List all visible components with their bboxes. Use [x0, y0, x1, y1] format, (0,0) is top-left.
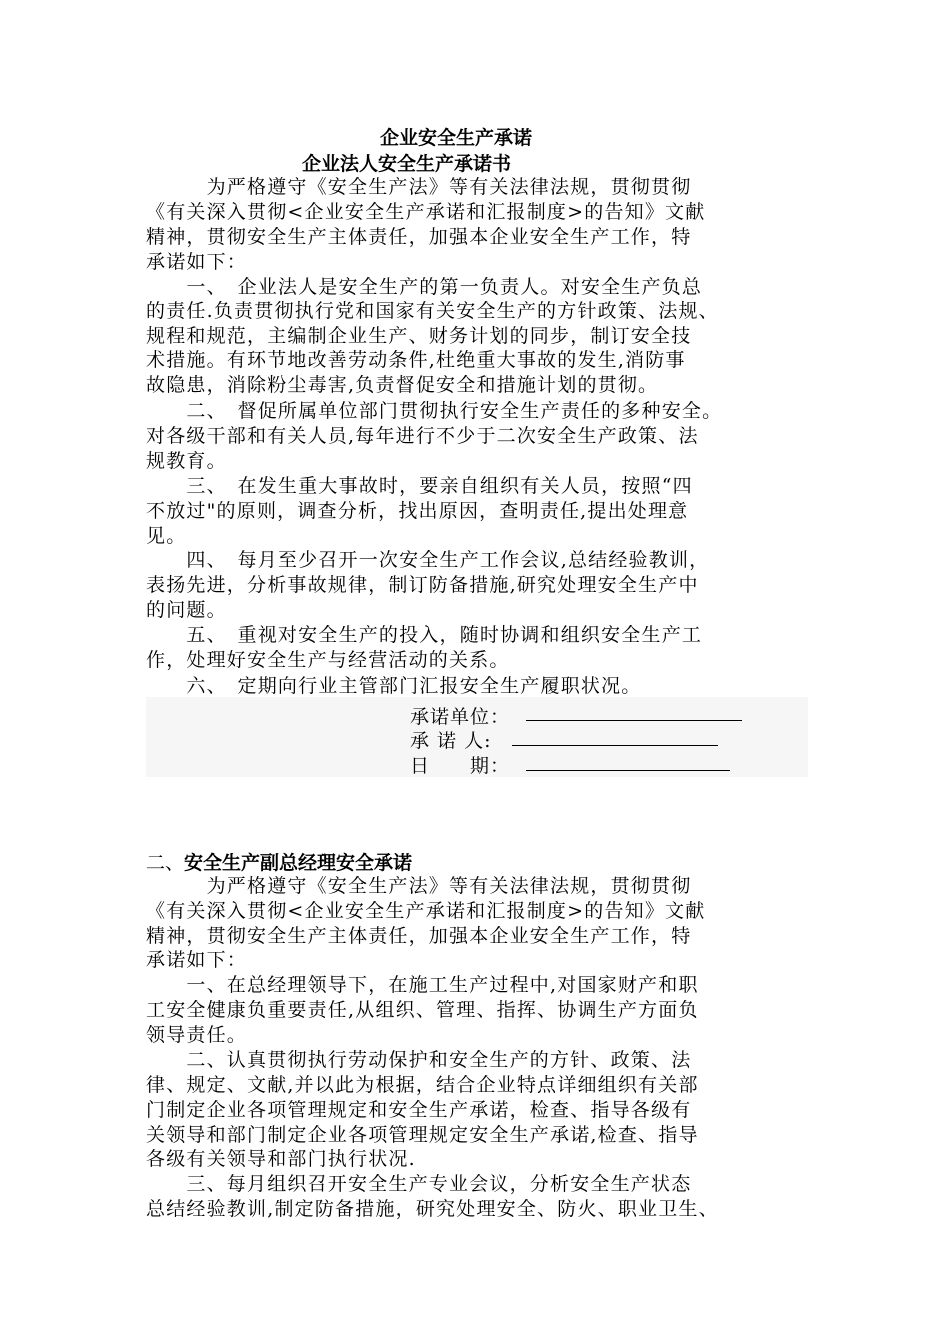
paragraph-line: 精神，贯彻安全生产主体责任，加强本企业安全生产工作，特	[146, 925, 692, 947]
paragraph-line: 规程和规范，主编制企业生产、财务计划的同步，制订安全技	[146, 325, 692, 347]
paragraph-line: 四、 每月至少召开一次安全生产工作会议,总结经验教训，	[146, 549, 710, 571]
paragraph-line: 承诺如下：	[146, 949, 248, 971]
section2-heading	[146, 848, 412, 875]
paragraph-line: 故隐患，消除粉尘毒害,负责督促安全和措施计划的贯彻。	[146, 374, 659, 396]
paragraph-line: 术措施。有环节地改善劳动条件,杜绝重大事故的发生,消防事	[146, 349, 686, 371]
paragraph-line: 表扬先进，分析事故规律，制订防备措施,研究处理安全生产中	[146, 574, 699, 596]
signature-person-line	[512, 745, 718, 746]
paragraph-line: 五、 重视对安全生产的投入，随时协调和组织安全生产工	[146, 624, 703, 646]
paragraph-line: 关领导和部门制定企业各项管理规定安全生产承诺,检查、指导	[146, 1124, 699, 1146]
paragraph-line: 《有关深入贯彻<企业安全生产承诺和汇报制度>的告知》文献	[146, 201, 706, 223]
signature-date-label: 日 期：	[410, 755, 511, 777]
paragraph-line: 的责任.负责贯彻执行党和国家有关安全生产的方针政策、法规、	[146, 300, 719, 322]
paragraph-line: 一、 企业法人是安全生产的第一负责人。对安全生产负总	[146, 276, 703, 298]
paragraph-line: 律、规定、文献,并以此为根据，结合企业特点详细组织有关部	[146, 1074, 699, 1096]
paragraph-line: 一、在总经理领导下，在施工生产过程中,对国家财产和职	[146, 974, 699, 996]
paragraph-line: 领导责任。	[146, 1024, 248, 1046]
paragraph-line: 见。	[146, 525, 187, 547]
paragraph-line: 六、 定期向行业主管部门汇报安全生产履职状况。	[146, 675, 642, 697]
paragraph-line: 二、 督促所属单位部门贯彻执行安全生产责任的多种安全。	[146, 400, 723, 422]
section2-number: 二、	[146, 852, 185, 874]
paragraph-line: 承诺如下：	[146, 251, 248, 273]
paragraph-line: 作，处理好安全生产与经营活动的关系。	[146, 649, 510, 671]
paragraph-line: 规教育。	[146, 450, 227, 472]
paragraph-line: 各级有关领导和部门执行状况.	[146, 1148, 416, 1170]
paragraph-line: 《有关深入贯彻<企业安全生产承诺和汇报制度>的告知》文献	[146, 900, 706, 922]
paragraph-line: 不放过"的原则，调查分析，找出原因，查明责任,提出处理意	[146, 500, 689, 522]
paragraph-line: 门制定企业各项管理规定和安全生产承诺，检查、指导各级有	[146, 1099, 692, 1121]
paragraph-line: 三、每月组织召开安全生产专业会议，分析安全生产状态	[146, 1173, 692, 1195]
paragraph-line: 为严格遵守《安全生产法》等有关法律法规，贯彻贯彻	[146, 875, 692, 897]
paragraph-line: 三、 在发生重大事故时，要亲自组织有关人员，按照“四	[146, 475, 693, 497]
paragraph-line: 总结经验教训,制定防备措施，研究处理安全、防火、职业卫生、	[146, 1198, 719, 1220]
signature-unit-label: 承诺单位：	[410, 706, 511, 728]
paragraph-line: 为严格遵守《安全生产法》等有关法律法规，贯彻贯彻	[146, 176, 692, 198]
paragraph-line: 二、认真贯彻执行劳动保护和安全生产的方针、政策、法	[146, 1049, 692, 1071]
paragraph-line: 的问题。	[146, 599, 227, 621]
signature-person-label: 承 诺 人:	[410, 730, 492, 752]
sub-title: 企业法人安全生产承诺书	[302, 153, 512, 175]
signature-date-line	[526, 770, 730, 771]
paragraph-line: 对各级干部和有关人员,每年进行不少于二次安全生产政策、法	[146, 425, 699, 447]
paragraph-line: 工安全健康负重要责任,从组织、管理、指挥、协调生产方面负	[146, 999, 699, 1021]
section2-title: 安全生产副总经理安全承诺	[184, 852, 413, 874]
paragraph-line: 精神，贯彻安全生产主体责任，加强本企业安全生产工作，特	[146, 226, 692, 248]
main-title: 企业安全生产承诺	[380, 127, 533, 149]
signature-unit-line	[526, 720, 742, 721]
